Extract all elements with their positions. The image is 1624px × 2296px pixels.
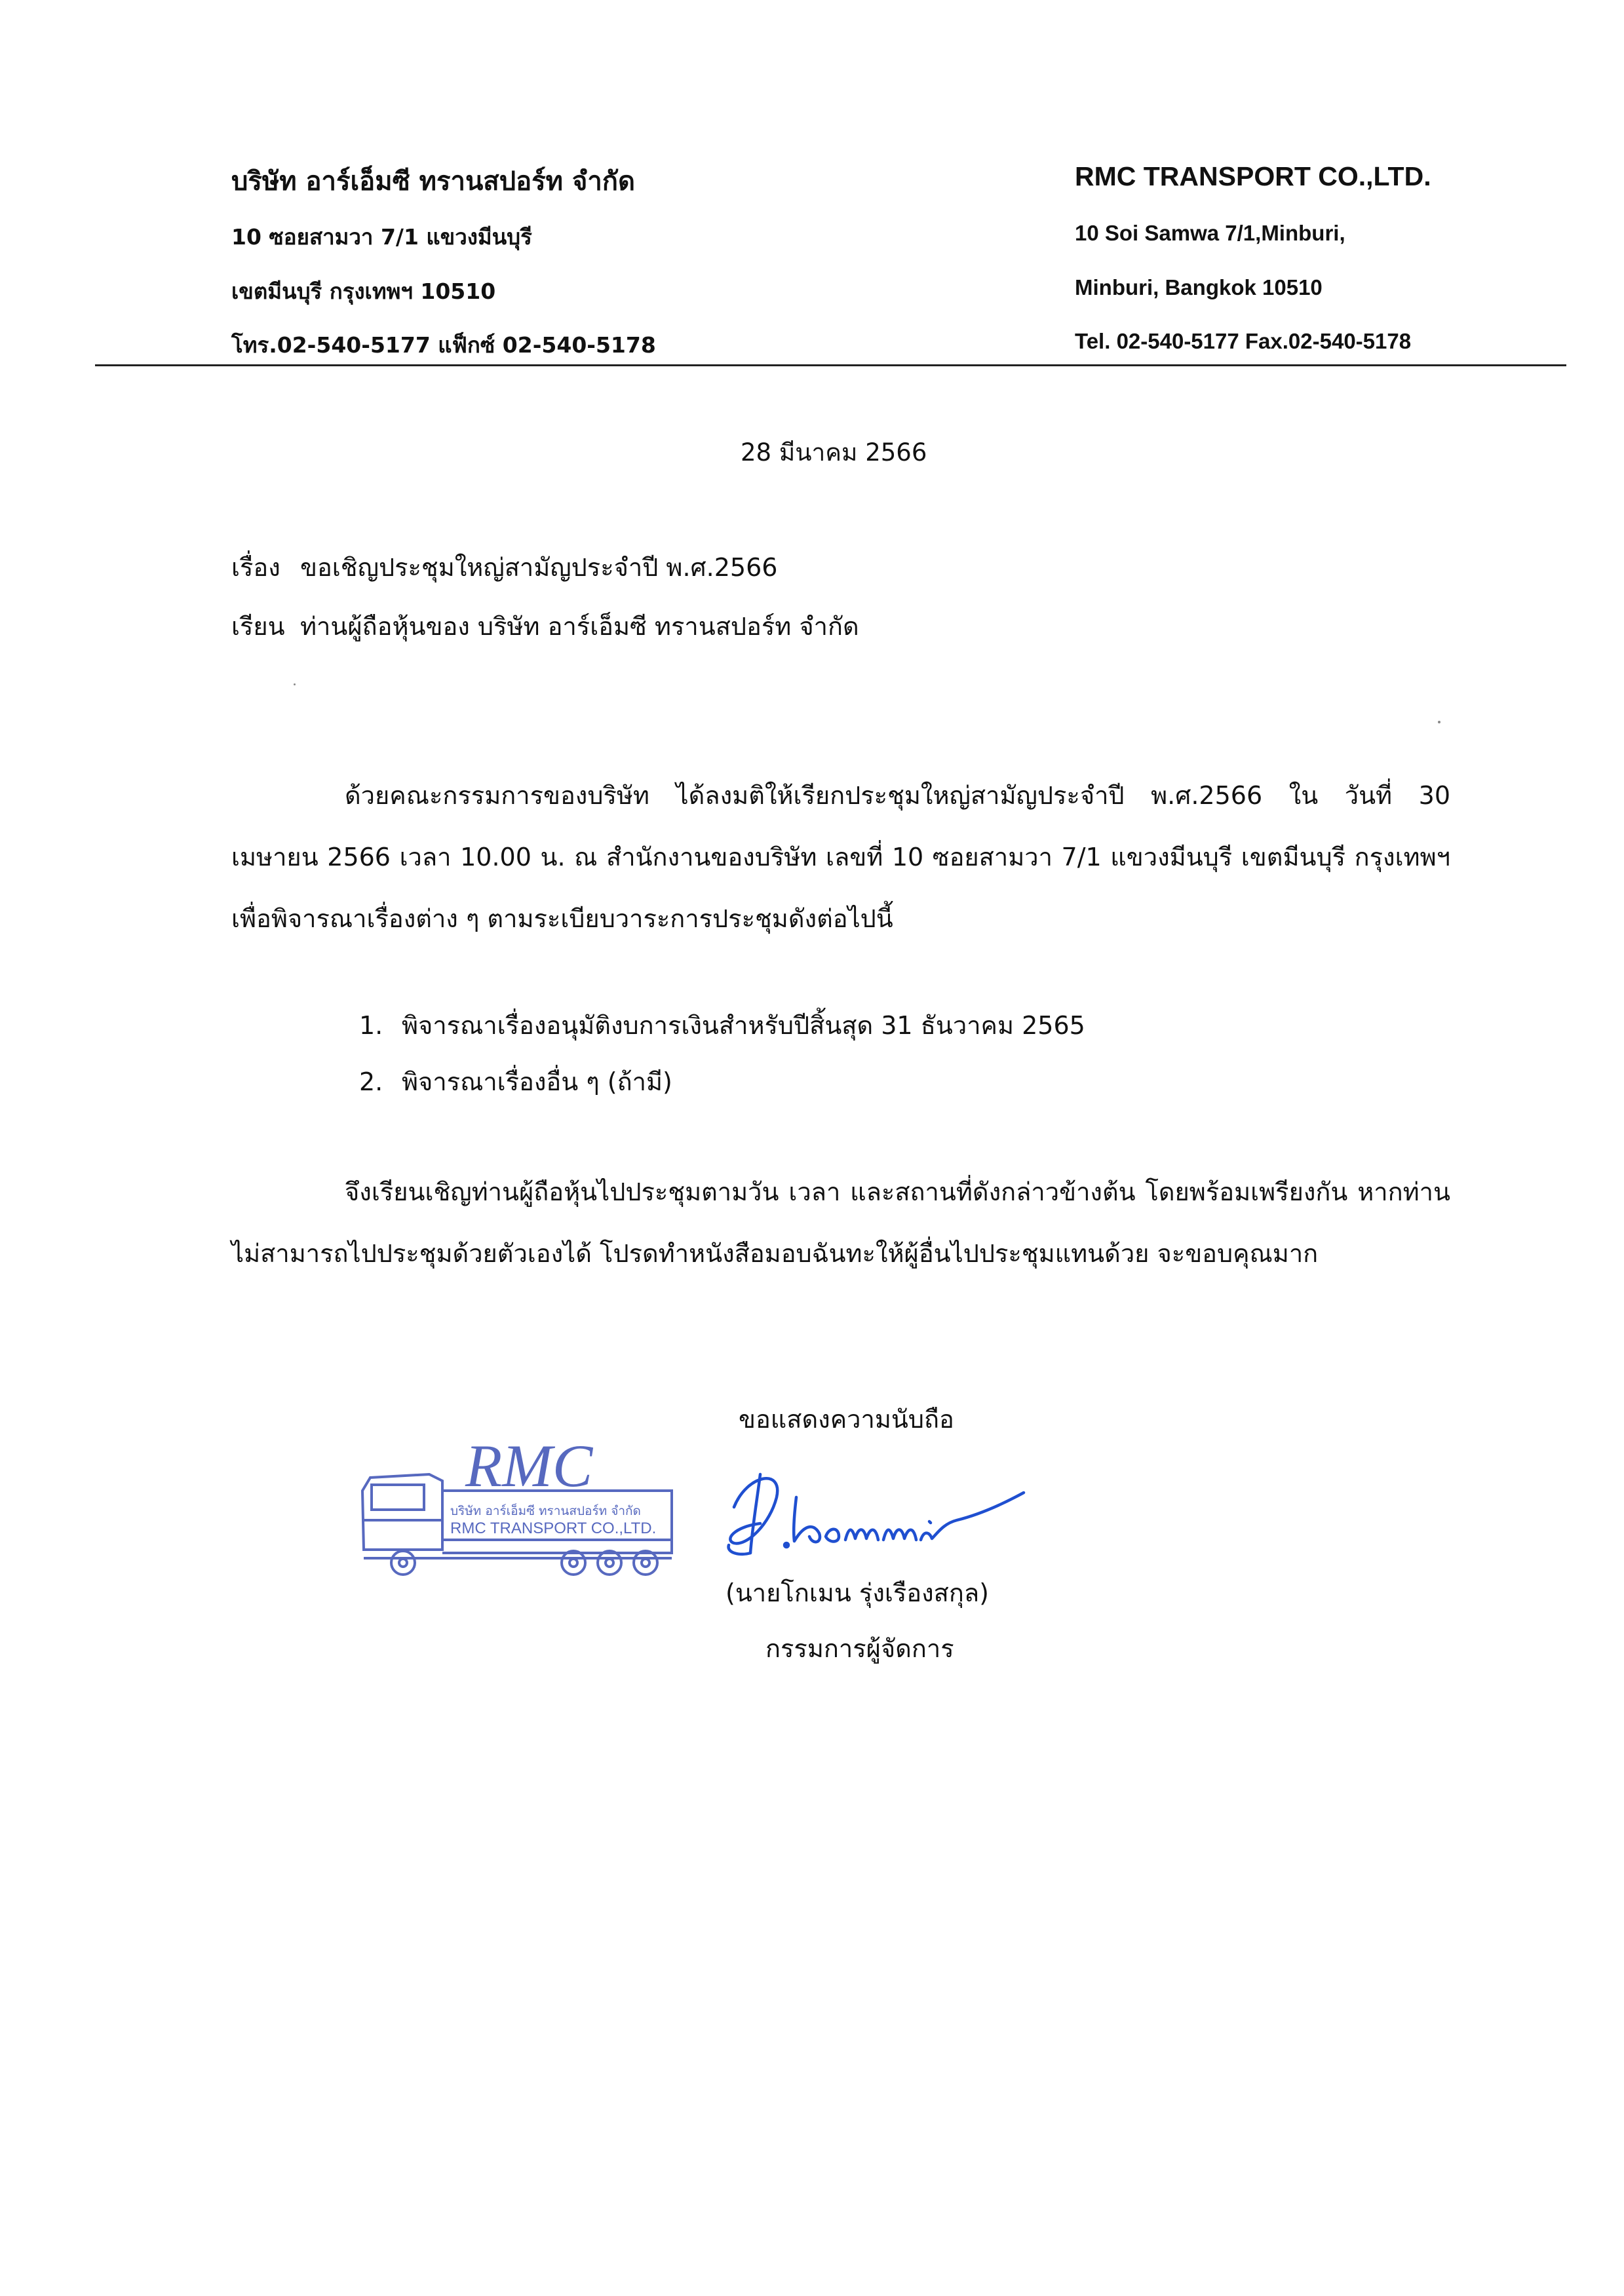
company-address-thai-2: เขตมีนบุรี กรุงเทพฯ 10510 <box>231 278 496 304</box>
company-contact-thai: โทร.02-540-5177 แฟ็กซ์ 02-540-5178 <box>231 332 656 358</box>
signature-mark <box>721 1461 1029 1559</box>
agenda-number: 2. <box>359 1067 383 1096</box>
stamp-thai-name: บริษัท อาร์เอ็มซี ทรานสปอร์ท จำกัด <box>450 1504 641 1518</box>
stamp-logo-text: RMC <box>465 1442 593 1499</box>
agenda-text: พิจารณาเรื่องอนุมัติงบการเงินสำหรับปีสิ้นสุด 31 ธันวาคม 2565 <box>402 1011 1085 1040</box>
company-name-english: RMC TRANSPORT CO.,LTD. <box>1075 161 1431 191</box>
stamp-english-name: RMC TRANSPORT CO.,LTD. <box>450 1520 657 1537</box>
company-address-english-1: 10 Soi Samwa 7/1,Minburi, <box>1075 221 1345 245</box>
letter-date: 28 มีนาคม 2566 <box>741 438 927 467</box>
company-name-thai: บริษัท อาร์เอ็มซี ทรานสปอร์ท จำกัด <box>231 166 635 197</box>
recipient-text: ท่านผู้ถือหุ้นของ บริษัท อาร์เอ็มซี ทรานสปอร์ท จำกัด <box>300 612 859 641</box>
company-stamp <box>351 1442 685 1582</box>
body-paragraph-2: จึงเรียนเชิญท่านผู้ถือหุ้นไปประชุมตามวัน เวลา และสถานที่ดังกล่าวข้างต้น โดยพร้อมเพรียงกัน หากท่านไม่สามารถไปประชุมด้วยตัวเองได้ โปรดทำหนังสือมอบฉันทะให้ผู้อื่นไปประชุมแทนด้วย จะขอบคุณมาก <box>231 1177 1450 1268</box>
signer-position: กรรมการผู้จัดการ <box>765 1634 954 1663</box>
subject-label: เรื่อง <box>231 553 280 582</box>
recipient-label: เรียน <box>231 612 285 641</box>
recipient-line <box>231 606 859 646</box>
subject-line <box>231 547 777 587</box>
agenda-item <box>359 1062 672 1101</box>
scan-speck <box>1438 721 1440 723</box>
scan-speck <box>294 683 296 685</box>
signer-name: (นายโกเมน รุ่งเรืองสกุล) <box>725 1578 989 1607</box>
letterhead-divider <box>95 364 1566 366</box>
company-address-english-2: Minburi, Bangkok 10510 <box>1075 275 1323 299</box>
closing-salutation: ขอแสดงความนับถือ <box>739 1405 954 1434</box>
agenda-number: 1. <box>359 1011 383 1040</box>
body-paragraph-1: ด้วยคณะกรรมการของบริษัท ได้ลงมติให้เรียกประชุมใหญ่สามัญประจำปี พ.ศ.2566 ใน วันที่ 30 เมษายน 2566 เวลา 10.00 น. ณ สำนักงานของบริษัท เลขที่ 10 ซอยสามวา 7/1 แขวงมีนบุรี เขตมีนบุรี กรุงเทพฯ เพื่อพิจารณาเรื่องต่าง ๆ ตามระเบียบวาระการประชุมดังต่อไปนี้ <box>231 781 1450 933</box>
company-address-thai-1: 10 ซอยสามวา 7/1 แขวงมีนบุรี <box>231 224 532 250</box>
company-contact-english: Tel. 02-540-5177 Fax.02-540-5178 <box>1075 329 1412 353</box>
agenda-item <box>359 1005 1085 1045</box>
subject-text: ขอเชิญประชุมใหญ่สามัญประจำปี พ.ศ.2566 <box>300 553 778 582</box>
agenda-text: พิจารณาเรื่องอื่น ๆ (ถ้ามี) <box>402 1067 672 1096</box>
